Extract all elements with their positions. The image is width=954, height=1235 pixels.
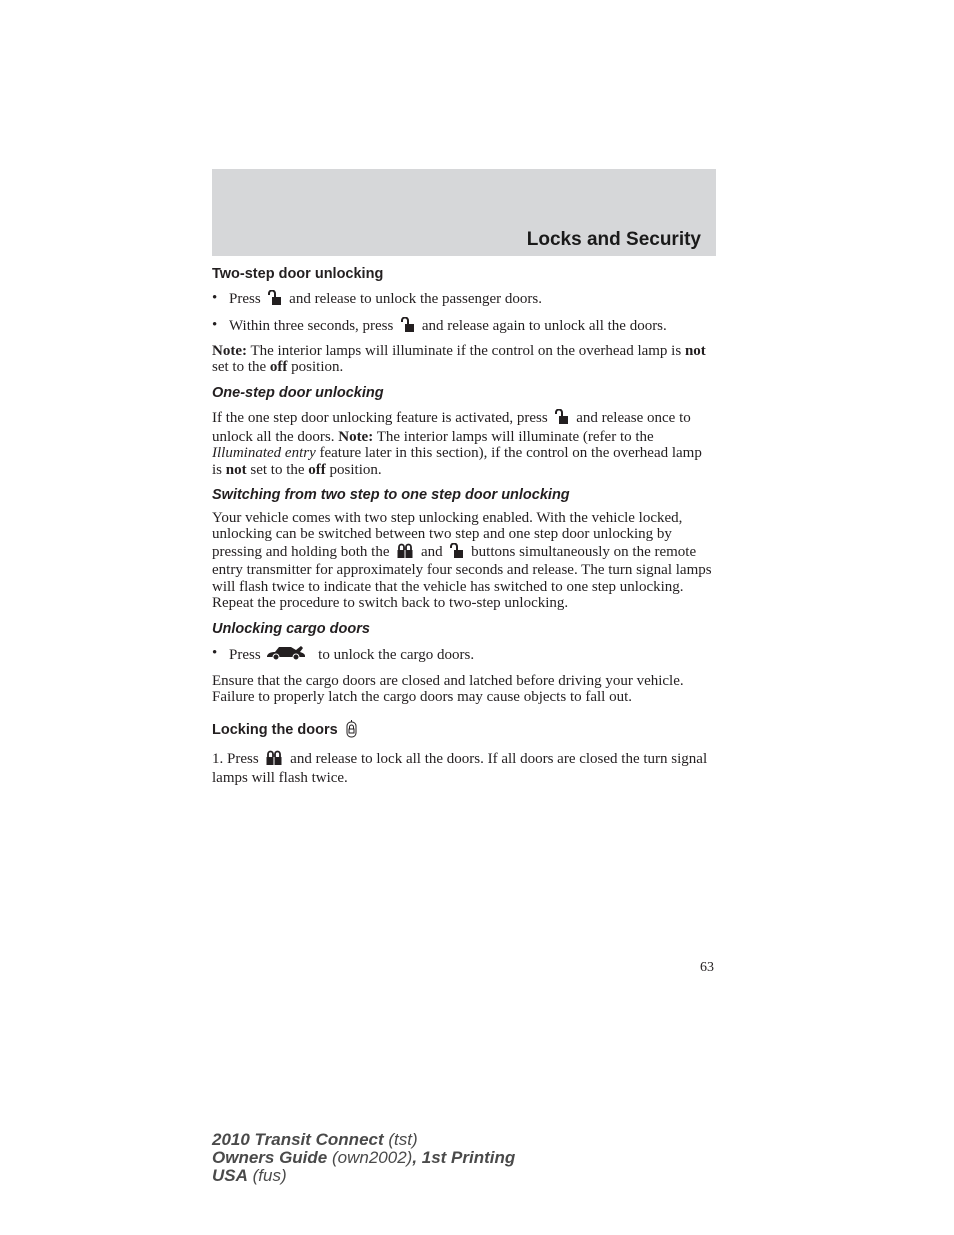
list-item: • Press to unlock the cargo doors. [212,645,712,666]
two-step-list [212,290,712,337]
lock-icon [397,543,413,563]
list-item: • Within three seconds, press and release again to unlock all the doors. [212,317,712,337]
footer-line: Owners Guide (own2002), 1st Printing [212,1148,516,1167]
list-item: • Press and release to unlock the passenger doors. [212,290,712,310]
unlock-icon [268,290,281,310]
footer [212,1131,515,1185]
unlock-icon [450,543,463,563]
heading-locking: Locking the doors [212,720,712,743]
section-title: Locks and Security [526,229,701,250]
heading-cargo: Unlocking cargo doors [212,620,370,637]
page-number: 63 [700,960,714,975]
lock-icon [266,750,282,770]
unlock-icon [555,409,568,429]
trunk-car-icon [266,645,306,666]
footer-line: USA (fus) [212,1166,287,1185]
heading-two-step: Two-step door unlocking [212,266,384,282]
one-step-paragraph: If the one step door unlocking feature is activated, press and release once to unlock all the doors. Note: The interior lamps will illuminate (refer to the Illuminated entry feature later in this section), if the control on the overhead lamp is not set to the off position. [212,410,702,478]
header-band [212,169,716,256]
cargo-paragraph: Ensure that the cargo doors are closed and latched before driving your vehicle. Failure to properly latch the cargo doors may cause objects to fall out. [212,672,684,705]
heading-one-step: One-step door unlocking [212,384,384,401]
heading-switching: Switching from two step to one step door unlocking [212,487,570,503]
cargo-list [212,645,712,666]
switching-paragraph: Your vehicle comes with two step unlocking enabled. With the vehicle locked, unlocking can be switched between two step and one step door unlocking by pressing and holding both the and buttons simultaneously on the remote entry transmitter for approximately four seconds and release. The turn signal lamps will flash twice to indicate that the vehicle has switched to one step unlocking. Repeat the procedure to switch back to two-step unlocking. [212,509,712,611]
footer-line: 2010 Transit Connect (tst) [212,1130,418,1149]
note-paragraph: Note: The interior lamps will illuminate if the control on the overhead lamp is not set to the off position. [212,342,706,375]
locking-paragraph: 1. Press and release to lock all the doors. If all doors are closed the turn signal lamps will flash twice. [212,751,708,786]
key-fob-lock-icon [346,720,357,743]
unlock-icon [401,317,414,337]
page-content [212,266,712,786]
